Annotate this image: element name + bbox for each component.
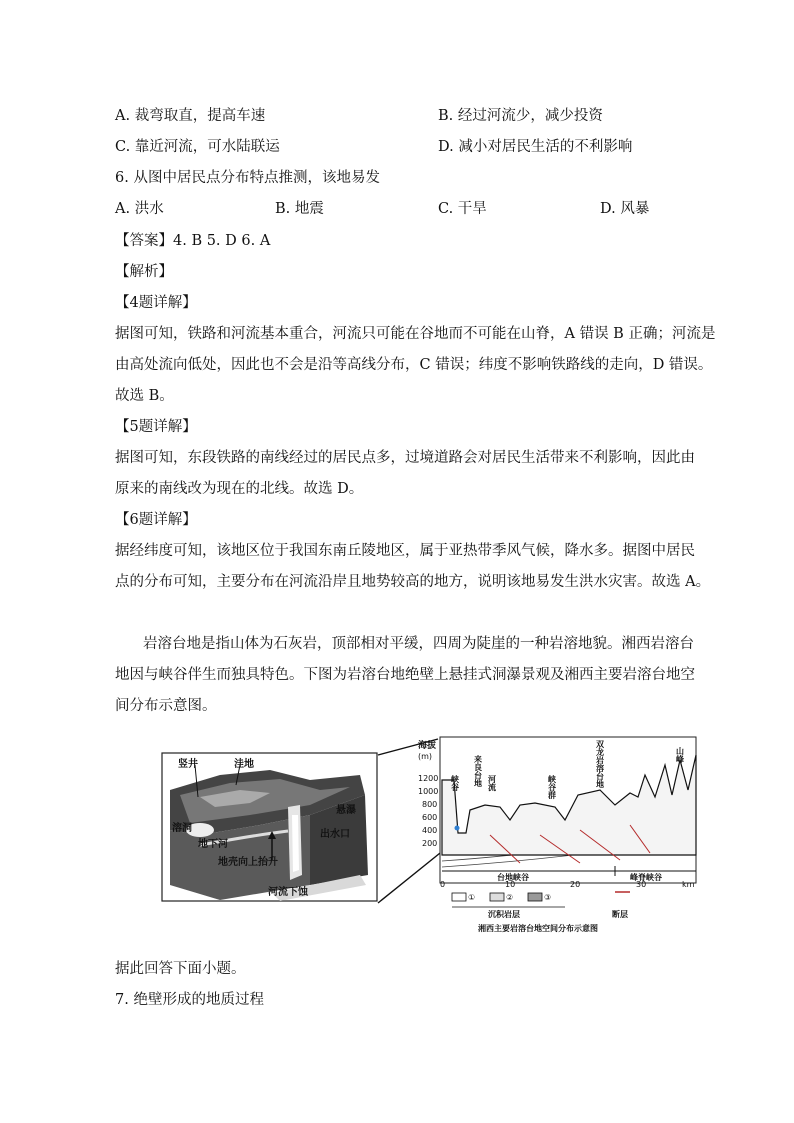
q6-option-b: B. 地震 (275, 201, 324, 217)
karst-figure (160, 735, 700, 935)
y-tick-200: 200 (422, 839, 438, 848)
q5-text-2: 原来的南线改为现在的北线。故选 D。 (115, 481, 364, 497)
y-tick-600: 600 (422, 813, 438, 822)
x-tick-30: 30 (636, 880, 647, 889)
q5-heading: 【5题详解】 (115, 419, 197, 435)
q6-heading: 【6题详解】 (115, 512, 197, 528)
y-title-1: 海拔 (418, 741, 437, 751)
q6-text-2: 点的分布可知，主要分布在河流沿岸且地势较高的地方，说明该地易发生洪水灾害。故选 A。 (115, 574, 711, 590)
q5-text-1: 据图可知，东段铁路的南线经过的居民点多，过境道路会对居民生活带来不利影响，因此由 (115, 450, 695, 466)
label-shuanglong: 双龙岩溶台地 (595, 740, 605, 788)
figure-caption: 湘西主要岩溶台地空间分布示意图 (478, 924, 598, 933)
answer-line: 【答案】4. B 5. D 6. A (115, 233, 271, 249)
label-peak: 山峰 (675, 747, 685, 763)
block-diagram (162, 753, 377, 901)
q4-text-2: 由高处流向低处，因此也不会是沿等高线分布，C 错误；纬度不影响铁路线的走向，D 错误。 (115, 357, 713, 373)
segment-2: 峰脊峡谷 (630, 873, 662, 882)
label-depression: 洼地 (234, 759, 254, 770)
label-waterfall: 悬瀑 (336, 805, 356, 816)
legend-item-1: ① (468, 893, 476, 902)
label-gorge: 峡谷 (450, 775, 460, 791)
q6-stem: 6. 从图中居民点分布特点推测，该地易发 (115, 170, 380, 186)
analysis-heading: 【解析】 (115, 264, 173, 280)
legend-item-3: ③ (544, 893, 552, 902)
label-gorge-group: 峡谷群 (547, 775, 557, 799)
intro-text-1: 岩溶台地是指山体为石灰岩，顶部相对平缓，四周为陡崖的一种岩溶地貌。湘西岩溶台 (143, 636, 694, 652)
label-river: 河流 (487, 775, 497, 791)
x-tick-10: 10 (505, 880, 516, 889)
q4-text-1: 据图可知，铁路和河流基本重合，河流只可能在谷地而不可能在山脊，A 错误 B 正确；河流是 (115, 326, 716, 342)
x-tick-0: 0 (440, 880, 446, 889)
y-tick-1200: 1200 (418, 774, 439, 783)
y-title-2: (m) (418, 752, 433, 761)
q5-option-c: C. 靠近河流，可水陆联运 (115, 139, 280, 155)
label-cave: 溶洞 (172, 823, 192, 834)
q6-option-a: A. 洪水 (115, 201, 164, 217)
legend-item-2: ② (506, 893, 514, 902)
legend-sedimentary: 沉积岩层 (488, 910, 520, 919)
q5-option-d: D. 减小对居民生活的不利影响 (438, 139, 633, 155)
q6-text-1: 据经纬度可知，该地区位于我国东南丘陵地区，属于亚热带季风气候，降水多。据图中居民 (115, 543, 695, 559)
label-outlet: 出水口 (320, 829, 350, 840)
intro-text-3: 间分布示意图。 (115, 698, 217, 714)
label-downcut: 河流下蚀 (268, 887, 308, 898)
x-tick-20: 20 (570, 880, 581, 889)
q6-option-d: D. 风暴 (600, 201, 650, 217)
legend (452, 892, 630, 907)
closing-text: 据此回答下面小题。 (115, 961, 246, 977)
y-tick-400: 400 (422, 826, 438, 835)
zoom-line-bottom (378, 845, 450, 903)
y-tick-800: 800 (422, 800, 438, 809)
label-uplift: 地壳向上抬升 (218, 857, 278, 868)
q6-option-c: C. 干旱 (438, 201, 487, 217)
q5-option-b: B. 经过河流少，减少投资 (438, 108, 603, 124)
intro-text-2: 地因与峡谷伴生而独具特色。下图为岩溶台地绝壁上悬挂式洞瀑景观及湘西主要岩溶台地空 (115, 667, 695, 683)
y-tick-1000: 1000 (418, 787, 439, 796)
legend-fault: 断层 (612, 910, 628, 919)
x-unit: km (682, 880, 695, 889)
label-laiyang: 来良台地 (473, 755, 483, 787)
q4-heading: 【4题详解】 (115, 295, 197, 311)
segment-1: 台地峡谷 (497, 873, 529, 882)
q5-option-a: A. 裁弯取直，提高车速 (115, 108, 266, 124)
label-underground-river: 地下河 (198, 839, 228, 850)
q4-text-3: 故选 B。 (115, 388, 174, 404)
label-shaft: 竖井 (178, 759, 198, 770)
q7-stem: 7. 绝壁形成的地质过程 (115, 992, 264, 1008)
